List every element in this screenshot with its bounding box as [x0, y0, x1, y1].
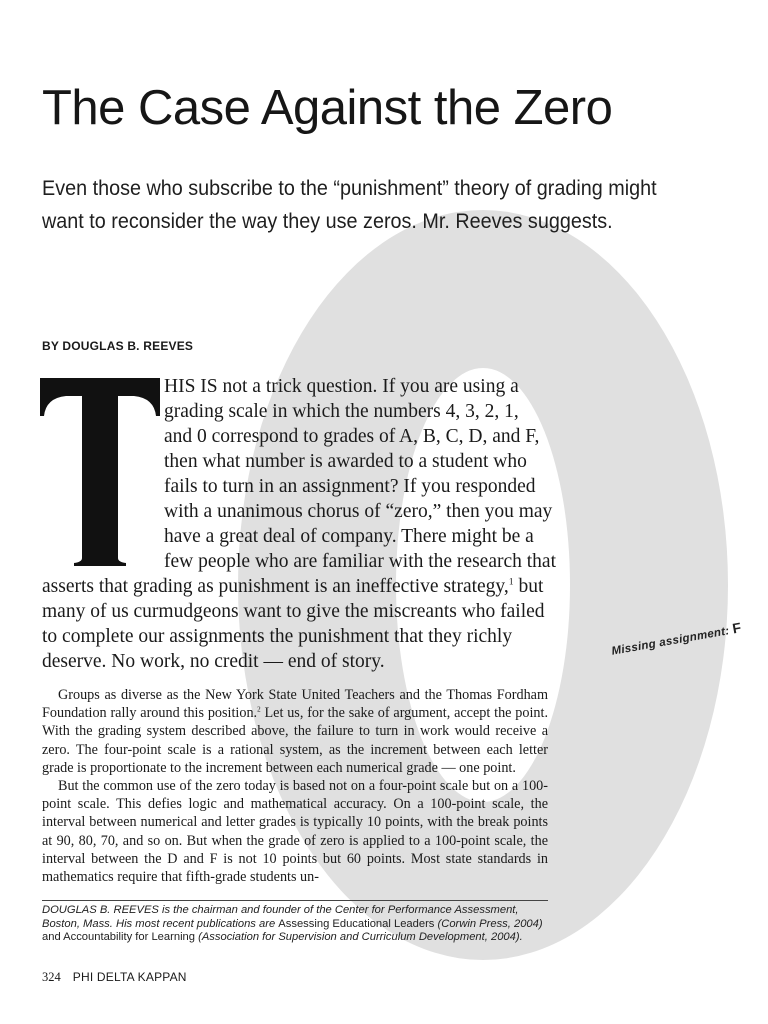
- body-text: [42, 686, 548, 886]
- lead-line: HIS IS not a trick question. If you are using a: [164, 376, 519, 397]
- byline: BY DOUGLAS B. REEVES: [42, 339, 194, 353]
- paragraph: Groups as diverse as the New York State United Teachers and the Thomas Fordham Foundation rally around this position.$^2$ Let us, for the sake of argument, accept the point. With the grading system described above, the failure to turn in work would receive a zero. The four-point scale is a rational system, as the increment between each letter grade is proportionate to the increment between each numerical grade — one point.: [42, 687, 549, 776]
- article-subtitle: [42, 172, 677, 238]
- lead-line: then what number is awarded to a student who: [164, 451, 527, 472]
- lead-paragraph: [42, 374, 556, 674]
- author-bio: DOUGLAS B. REEVES is the chairman and founder of the Center for Performance Assessment, Boston, Mass. His most recent publications are Assessing Educational Leaders (Corwin Press, 2004) and Accountability for Learning (Association for Supervision and Curriculum Development, 2004).: [42, 904, 543, 943]
- journal-name: PHI DELTA KAPPAN: [72, 970, 187, 984]
- annotation-text: Missing assignment:: [610, 624, 734, 658]
- lead-line: grading scale in which the numbers 4, 3, 2, 1,: [164, 401, 519, 422]
- lead-line: many of us curmudgeons want to give the miscreants who failed: [42, 601, 545, 622]
- annotation-grade: F: [731, 619, 743, 637]
- lead-line: fails to turn in an assignment? If you responded: [164, 476, 536, 497]
- subtitle-line-2: want to reconsider the way they use zeros. Mr. Reeves suggests.: [42, 209, 613, 233]
- page-number: 324: [42, 970, 61, 984]
- lead-line: few people who are familiar with the research that: [164, 551, 556, 572]
- subtitle-line-1: Even those who subscribe to the “punishment” theory of grading might: [42, 176, 657, 200]
- bio-divider: [42, 900, 548, 901]
- article-title: The Case Against the Zero: [42, 81, 613, 135]
- lead-line: deserve. No work, no credit — end of story.: [42, 651, 385, 672]
- book-title: Assessing Educational Leaders: [278, 917, 435, 930]
- footnote-ref-1[interactable]: 1: [508, 576, 514, 588]
- lead-line: and 0 correspond to grades of A, B, C, D, and F,: [164, 426, 540, 447]
- book-title: Accountability for Learning: [63, 931, 195, 943]
- lead-line: asserts that grading as punishment is an ineffective strategy,$^1$ but: [42, 576, 544, 597]
- lead-line: have a great deal of company. There might be a: [164, 526, 534, 547]
- footnote-ref-2[interactable]: 2: [257, 705, 261, 714]
- lead-line: to complete our assignments the punishment that they richly: [42, 626, 513, 647]
- page-footer: [42, 970, 187, 985]
- drop-cap-letter: T: [36, 362, 37, 363]
- lead-line: with a unanimous chorus of “zero,” then you may: [164, 501, 553, 522]
- paragraph: But the common use of the zero today is based not on a four-point scale but on a 100-point scale. This defies logic and mathematical accuracy. On a 100-point scale, the interval between numerical and letter grades is typically 10 points, with the break points at 90, 80, 70, and so on. But when the grade of zero is applied to a 100-point scale, the interval between the D and F is not 10 points but 60 points. Most state standards in mathematics require that fifth-grade students un-: [42, 778, 548, 886]
